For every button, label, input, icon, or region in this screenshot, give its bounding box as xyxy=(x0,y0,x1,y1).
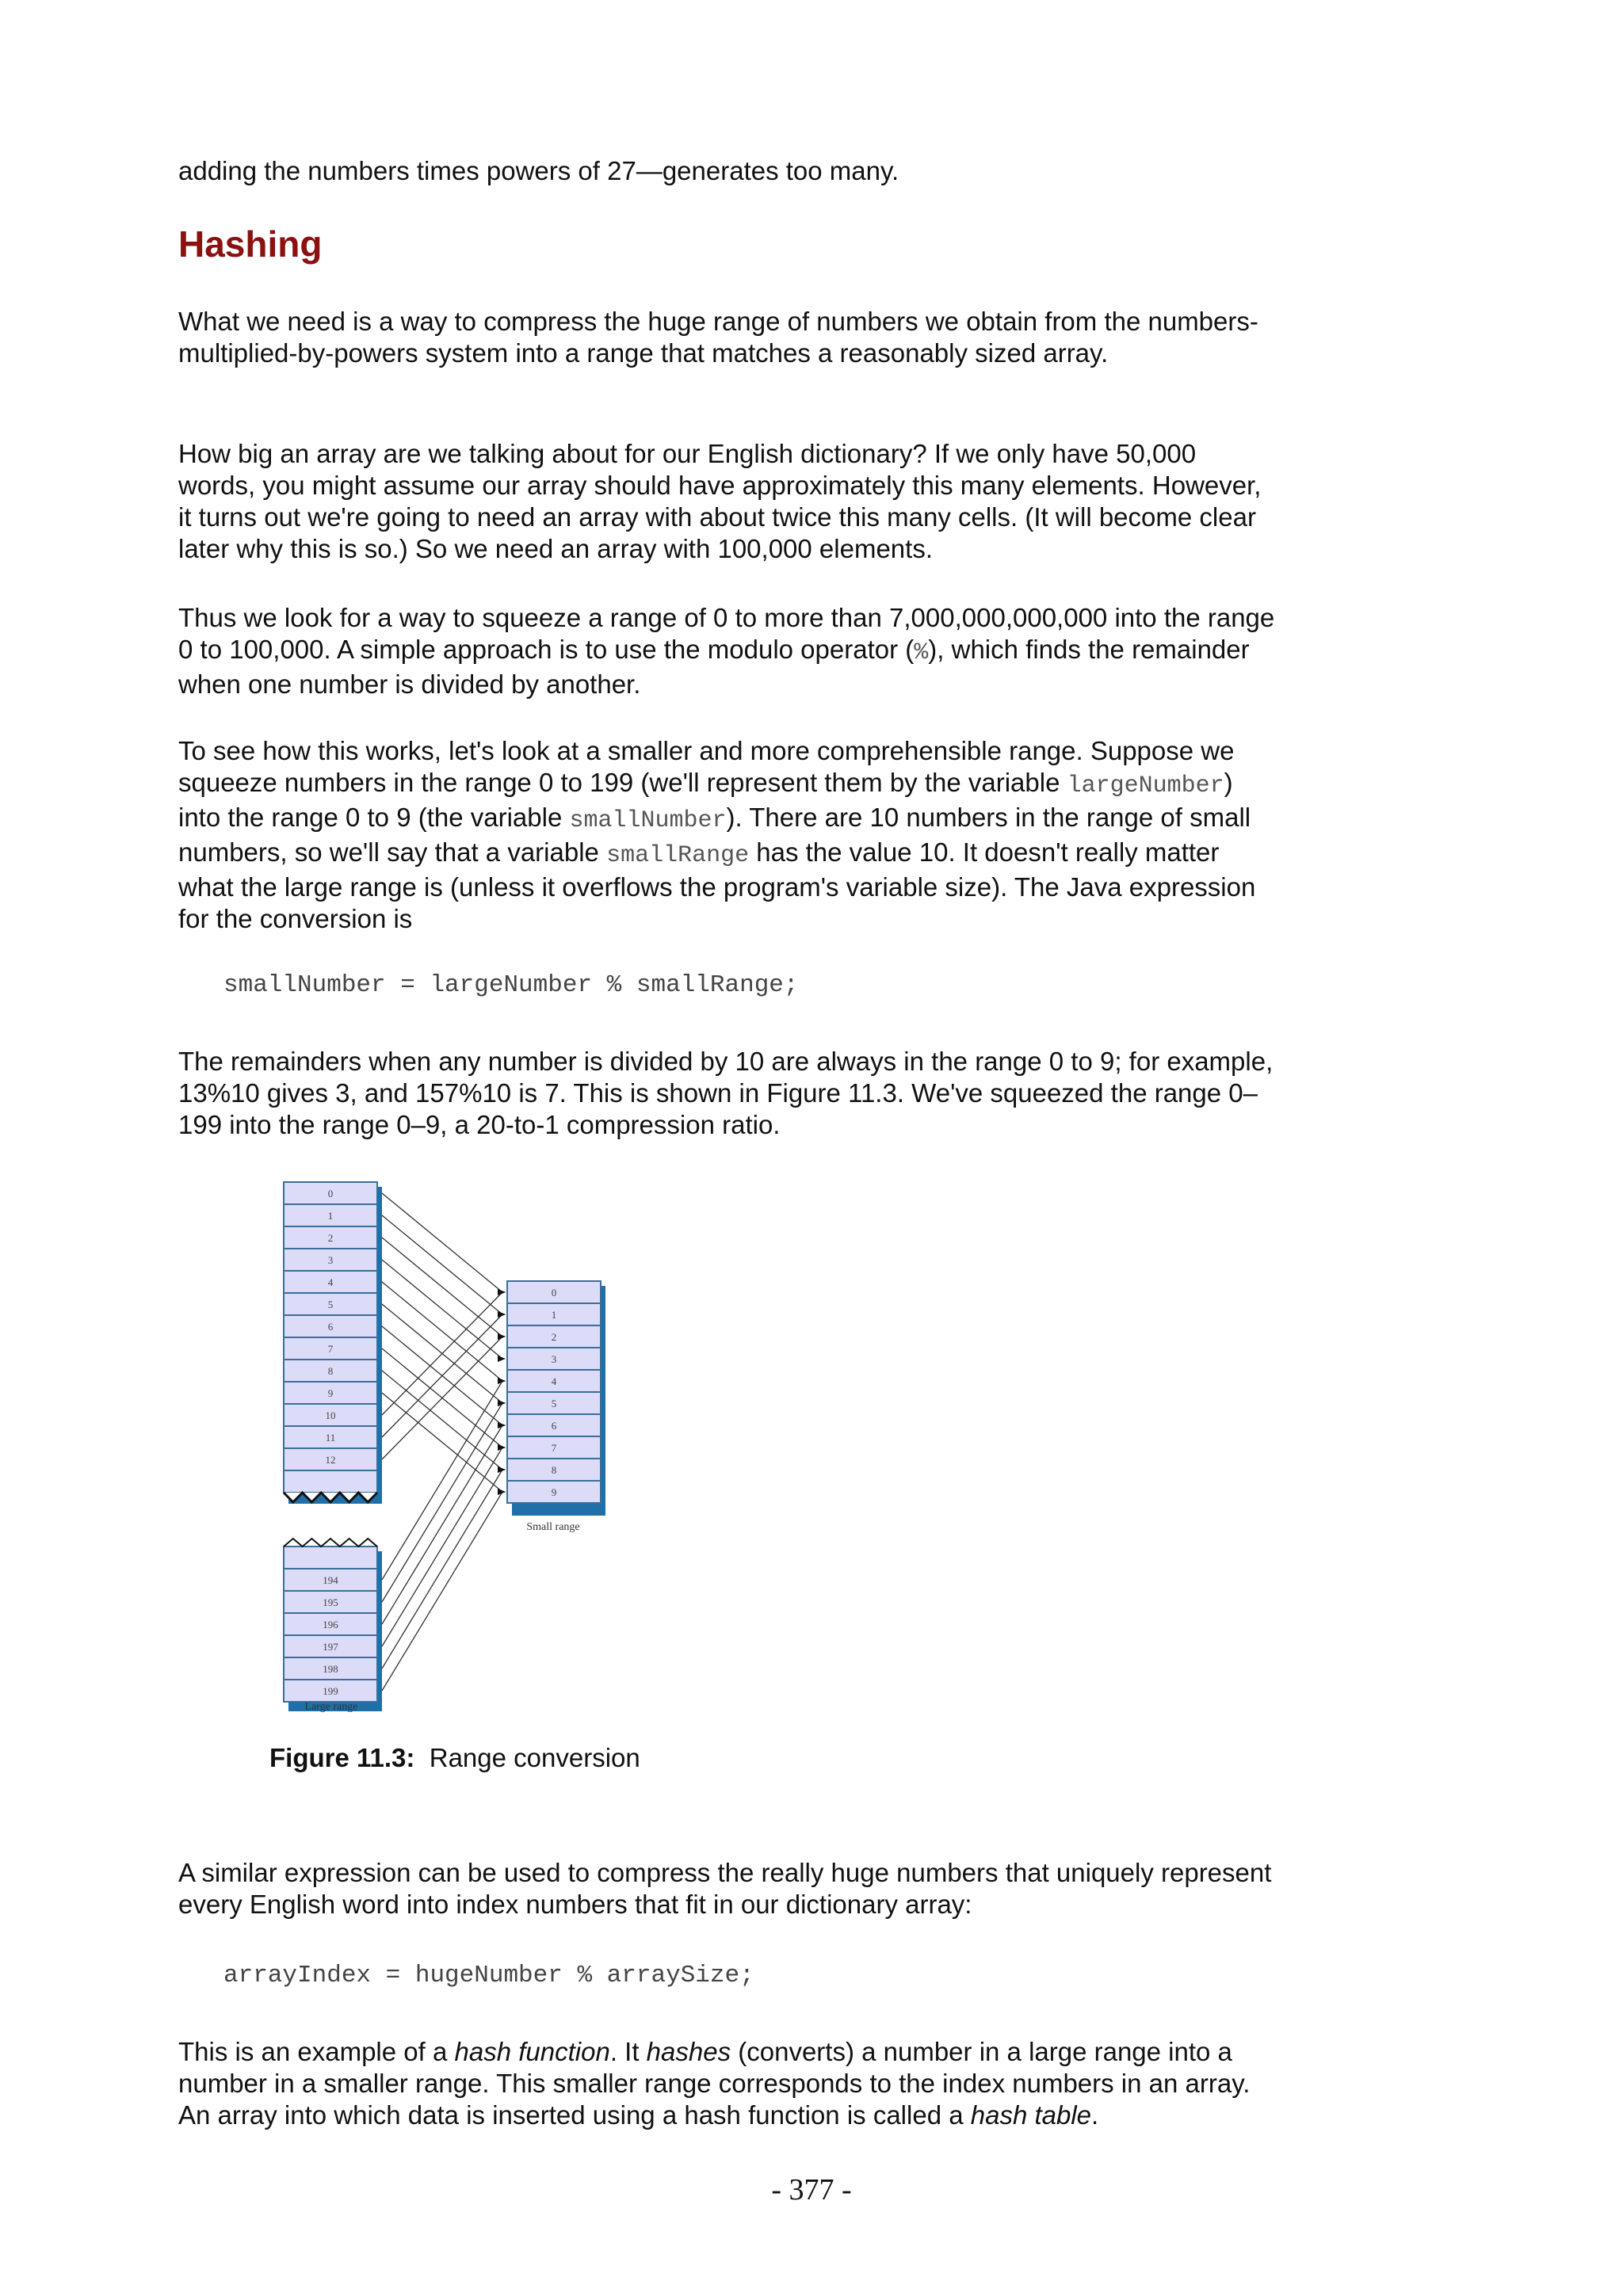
term-hashes: hashes xyxy=(646,2037,731,2066)
large-range-cell-label: 4 xyxy=(327,1276,334,1288)
code-block-array-index: arrayIndex = hugeNumber % arraySize; xyxy=(223,1962,754,1989)
small-range-cell-label: 3 xyxy=(551,1353,557,1365)
large-range-cell-label: 12 xyxy=(325,1454,336,1466)
mapping-arrow xyxy=(382,1447,502,1646)
paragraph-small-range xyxy=(178,735,1280,935)
large-range-cell-label: 10 xyxy=(325,1409,336,1421)
mapping-arrow xyxy=(382,1193,502,1292)
text-span: Thus we look for a way to squeeze a range of 0 to more than 7,000,000,000,000 into the range 0 to 100,000. A simple approach is to use the modulo operator ( xyxy=(178,603,1275,664)
text-span: ). There are 10 numbers in the range of small numbers, so we'll say that a variable xyxy=(178,803,1251,867)
paragraph-remainders: The remainders when any number is divided by 10 are always in the range 0 to 9; for example, 13%10 gives 3, and 157%10 is 7. This is shown in Figure 11.3. We've squeezed the range 0–199 into the range 0–9, a 20-to-1 compression ratio. xyxy=(178,1047,1274,1139)
large-range-cell-label: 198 xyxy=(323,1663,338,1675)
large-range-cell-label: 195 xyxy=(323,1596,338,1608)
mapping-arrow xyxy=(382,1292,502,1415)
large-range-cell-label: 11 xyxy=(325,1432,336,1444)
mapping-arrowhead xyxy=(498,1356,506,1362)
mapping-arrowhead xyxy=(498,1289,506,1295)
large-range-cell-label: 199 xyxy=(323,1685,338,1697)
term-hash-function: hash function xyxy=(454,2037,610,2066)
mapping-arrow xyxy=(382,1282,502,1381)
mapping-arrowhead xyxy=(498,1333,506,1340)
large-range-cell-label: 2 xyxy=(327,1232,334,1244)
figure-caption-text: Range conversion xyxy=(429,1743,640,1772)
range-break-mark xyxy=(284,1539,377,1547)
small-range-cell-label: 2 xyxy=(551,1331,557,1343)
text-span: . It xyxy=(609,2037,647,2066)
paragraph-hash-function xyxy=(178,2036,1280,2131)
mapping-arrow xyxy=(382,1425,502,1624)
inline-code-modulo: % xyxy=(914,639,929,666)
mapping-arrow xyxy=(382,1314,502,1437)
paragraph-huge-numbers: A similar expression can be used to compress the really huge numbers that uniquely represent every English word into index numbers that fit in our dictionary array: xyxy=(178,1858,1272,1919)
large-range-cell-label: 0 xyxy=(327,1188,334,1199)
text-span: ), which finds the remainder when one number is divided by another. xyxy=(178,635,1250,699)
small-range-cell-label: 5 xyxy=(551,1398,557,1409)
small-range-cell-label: 0 xyxy=(551,1287,557,1299)
large-range-cell-label: 3 xyxy=(327,1254,334,1266)
small-range-cell-label: 8 xyxy=(551,1464,557,1476)
figure-caption xyxy=(269,1743,640,1773)
text-span: This is an example of a xyxy=(178,2037,455,2066)
small-range-cell-label: 9 xyxy=(551,1486,557,1498)
mapping-arrow xyxy=(382,1381,502,1580)
mapping-arrow xyxy=(382,1337,502,1459)
large-range-cell xyxy=(284,1470,377,1493)
large-range-cell-label: 7 xyxy=(327,1343,334,1355)
text-span: . xyxy=(1091,2100,1099,2130)
paragraph-compress: What we need is a way to compress the huge range of numbers we obtain from the numbers-multiplied-by-powers system into a range that matches a reasonably sized array. xyxy=(178,307,1258,368)
text-span: (converts) a number in a large range into a number in a smaller range. This smaller range corresponds to the index numbers in an array. An array into which data is inserted using a hash function is called a xyxy=(178,2037,1251,2130)
small-range-cell-label: 7 xyxy=(551,1442,557,1454)
large-range-cell xyxy=(284,1547,377,1569)
small-range-cell-label: 6 xyxy=(551,1420,557,1432)
mapping-arrow xyxy=(382,1260,502,1359)
small-range-cell-label: 4 xyxy=(551,1375,557,1387)
large-range-cell-label: 5 xyxy=(327,1299,334,1310)
page-number: - 377 - xyxy=(771,2173,852,2206)
paragraph-modulo xyxy=(178,602,1280,700)
paragraph-array-size: How big an array are we talking about for our English dictionary? If we only have 50,000 words, you might assume our array should have approximately this many elements. However, it turns out we're going to need an array with about twice this many cells. (It will become clear later why this is so.) So we need an array with 100,000 elements. xyxy=(178,439,1262,563)
large-range-cell-label: 197 xyxy=(323,1641,338,1653)
range-conversion-figure xyxy=(269,1173,634,1719)
mapping-arrow xyxy=(382,1492,502,1691)
mapping-arrow xyxy=(382,1403,502,1602)
large-range-cell-label: 196 xyxy=(323,1619,338,1630)
small-range-cell-label: 1 xyxy=(551,1309,557,1321)
large-range-cell-label: 194 xyxy=(323,1574,338,1586)
large-range-cell-label: 8 xyxy=(327,1365,334,1377)
mapping-arrow xyxy=(382,1215,502,1314)
figure-caption-label: Figure 11.3: xyxy=(269,1743,415,1772)
term-hash-table: hash table xyxy=(970,2100,1092,2130)
inline-code-smallrange: smallRange xyxy=(606,842,750,869)
inline-code-smallnumber: smallNumber xyxy=(569,807,727,834)
section-heading: Hashing xyxy=(178,223,323,265)
small-range-caption: Small range xyxy=(526,1521,580,1533)
large-range-cell-label: 9 xyxy=(327,1387,334,1399)
mapping-arrow xyxy=(382,1470,502,1669)
large-range-cell-label: 6 xyxy=(327,1321,334,1333)
intro-line: adding the numbers times powers of 27—generates too many. xyxy=(178,156,899,185)
inline-code-largenumber: largeNumber xyxy=(1067,772,1224,799)
large-range-caption: Large range xyxy=(304,1701,358,1713)
text-span: To see how this works, let's look at a smaller and more comprehensible range. Suppose we squeeze numbers in the range 0 to 199 (we'll represent them by the variable xyxy=(178,736,1235,797)
large-range-cell-label: 1 xyxy=(327,1210,334,1222)
mapping-arrow xyxy=(382,1238,502,1337)
code-block-conversion: smallNumber = largeNumber % smallRange; xyxy=(223,971,799,999)
text-span: ) into the range 0 to 9 (the variable xyxy=(178,768,1233,832)
text-span: has the value 10. It doesn't really matter what the large range is (unless it overflows the program's variable size). The Java expression for the conversion is xyxy=(178,837,1256,933)
mapping-arrowhead xyxy=(498,1311,506,1318)
